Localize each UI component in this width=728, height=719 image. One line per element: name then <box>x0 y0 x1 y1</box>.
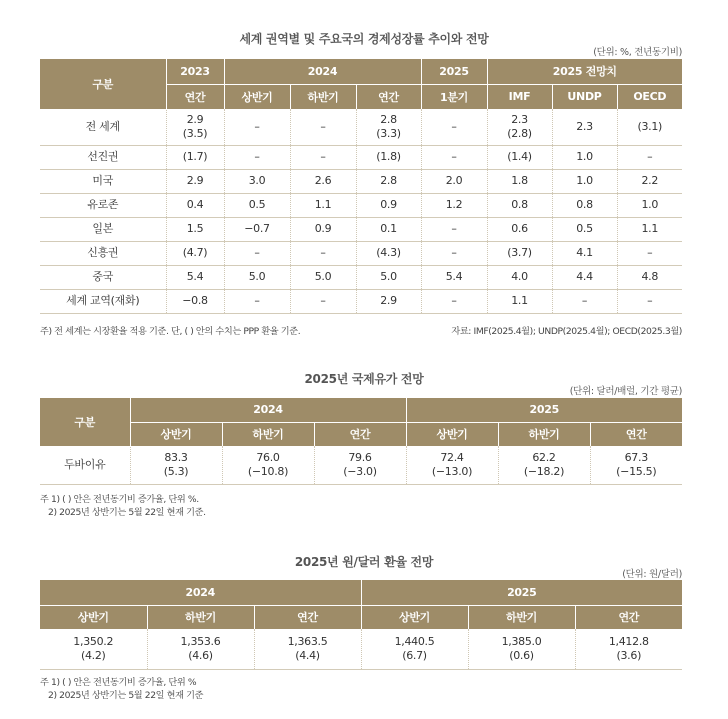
table-cell: 1.0 <box>552 169 617 193</box>
table-cell: 0.4 <box>166 193 224 217</box>
fx-subheader: 연간 <box>575 605 682 629</box>
row-label: 선진권 <box>40 145 166 169</box>
table-row <box>40 217 682 241</box>
table-row <box>40 241 682 265</box>
table-cell: 4.0 <box>487 265 552 289</box>
table-row <box>40 145 682 169</box>
table-cell: 0.9 <box>290 217 356 241</box>
table-cell: 62.2 (−18.2) <box>498 446 590 484</box>
table-cell: (1.4) <box>487 145 552 169</box>
table-cell: (3.1) <box>617 109 682 145</box>
table-cell: 67.3 (−15.5) <box>590 446 682 484</box>
table-cell: 1.5 <box>166 217 224 241</box>
table-cell: – <box>224 109 290 145</box>
table-cell: 2.9 <box>356 289 421 313</box>
table-row <box>40 446 682 484</box>
oil-subheader: 상반기 <box>130 422 222 446</box>
table-cell: 1.0 <box>617 193 682 217</box>
fx-table-unit: (단위: 원/달러) <box>622 569 682 580</box>
oil-table-unit: (단위: 달러/배럴, 기간 평균) <box>569 386 682 397</box>
growth-table-title: 세계 권역별 및 주요국의 경제성장률 추이와 전망 <box>239 32 489 46</box>
growth-table-source: 자료: IMF(2025.4월); UNDP(2025.4월); OECD(2025.3월) <box>451 326 682 337</box>
header-2024: 2024 <box>224 59 421 84</box>
oil-header-2024: 2024 <box>130 398 406 422</box>
table-cell: 1.2 <box>421 193 487 217</box>
table-cell: 0.5 <box>224 193 290 217</box>
table-cell: 0.8 <box>552 193 617 217</box>
table-cell: 1,440.5 (6.7) <box>361 629 468 669</box>
subheader: 연간 <box>166 84 224 109</box>
table-row <box>40 109 682 145</box>
row-label: 세계 교역(재화) <box>40 289 166 313</box>
header-2025: 2025 <box>421 59 487 84</box>
table-cell: 4.1 <box>552 241 617 265</box>
growth-table-note: 주) 전 세계는 시장환율 적용 기준. 단, ( ) 안의 수치는 PPP 환율 기준. <box>40 326 301 337</box>
table-cell: 1,363.5 (4.4) <box>254 629 361 669</box>
table-cell: 1.1 <box>487 289 552 313</box>
table-cell: 5.0 <box>224 265 290 289</box>
table-cell: 1,412.8 (3.6) <box>575 629 682 669</box>
oil-subheader: 연간 <box>314 422 406 446</box>
table-cell: 1,385.0 (0.6) <box>468 629 575 669</box>
subheader: IMF <box>487 84 552 109</box>
table-cell: 76.0 (−10.8) <box>222 446 314 484</box>
fx-table-title: 2025년 원/달러 환율 전망 <box>294 555 434 569</box>
table-cell: (1.7) <box>166 145 224 169</box>
table-cell: 79.6 (−3.0) <box>314 446 406 484</box>
table-cell: – <box>290 145 356 169</box>
table-cell: (3.7) <box>487 241 552 265</box>
table-cell: – <box>224 145 290 169</box>
table-cell: 2.8 <box>356 169 421 193</box>
table-row <box>40 169 682 193</box>
table-cell: −0.8 <box>166 289 224 313</box>
table-cell: 0.1 <box>356 217 421 241</box>
table-cell: 5.4 <box>421 265 487 289</box>
oil-subheader: 상반기 <box>406 422 498 446</box>
table-cell: 2.9 <box>166 169 224 193</box>
fx-subheader: 연간 <box>254 605 361 629</box>
table-cell: 3.0 <box>224 169 290 193</box>
header-category: 구분 <box>40 59 166 109</box>
table-cell: – <box>421 289 487 313</box>
table-cell: – <box>290 109 356 145</box>
table-cell: – <box>224 241 290 265</box>
table-cell: – <box>290 289 356 313</box>
table-cell: – <box>617 289 682 313</box>
table-cell: 1.0 <box>552 145 617 169</box>
fx-header-2025: 2025 <box>361 580 682 605</box>
row-label: 중국 <box>40 265 166 289</box>
table-row <box>40 193 682 217</box>
row-label: 미국 <box>40 169 166 193</box>
table-cell: (4.3) <box>356 241 421 265</box>
table-cell: 0.9 <box>356 193 421 217</box>
table-cell: −0.7 <box>224 217 290 241</box>
row-label: 신흥권 <box>40 241 166 265</box>
table-cell: (4.7) <box>166 241 224 265</box>
table-cell: 2.3 <box>552 109 617 145</box>
table-cell: 0.5 <box>552 217 617 241</box>
oil-table-title: 2025년 국제유가 전망 <box>304 372 424 386</box>
fx-table <box>40 580 682 670</box>
oil-header-category: 구분 <box>40 398 130 446</box>
row-label: 유로존 <box>40 193 166 217</box>
table-cell: 2.0 <box>421 169 487 193</box>
table-row <box>40 629 682 669</box>
oil-subheader: 하반기 <box>222 422 314 446</box>
table-cell: 4.8 <box>617 265 682 289</box>
table-cell: – <box>421 241 487 265</box>
table-cell: 1,353.6 (4.6) <box>147 629 254 669</box>
table-cell: 4.4 <box>552 265 617 289</box>
subheader: 하반기 <box>290 84 356 109</box>
fx-note-2: 2) 2025년 상반기는 5월 22일 현재 기준 <box>48 690 204 701</box>
table-cell: 1.8 <box>487 169 552 193</box>
fx-note-1: 주 1) ( ) 안은 전년동기비 증가율, 단위 % <box>40 677 197 688</box>
subheader: UNDP <box>552 84 617 109</box>
fx-subheader: 하반기 <box>147 605 254 629</box>
oil-note-1: 주 1) ( ) 안은 전년동기비 증가율, 단위 %. <box>40 494 199 505</box>
table-cell: – <box>421 217 487 241</box>
oil-note-2: 2) 2025년 상반기는 5월 22일 현재 기준. <box>48 507 206 518</box>
table-cell: 2.8 (3.3) <box>356 109 421 145</box>
oil-subheader: 하반기 <box>498 422 590 446</box>
oil-subheader: 연간 <box>590 422 682 446</box>
row-label: 전 세계 <box>40 109 166 145</box>
growth-table-unit: (단위: %, 전년동기비) <box>593 47 682 58</box>
row-label: 일본 <box>40 217 166 241</box>
table-cell: 1.1 <box>290 193 356 217</box>
table-cell: (1.8) <box>356 145 421 169</box>
table-cell: 5.0 <box>290 265 356 289</box>
subheader: 연간 <box>356 84 421 109</box>
table-row <box>40 265 682 289</box>
fx-subheader: 상반기 <box>40 605 147 629</box>
table-cell: 0.8 <box>487 193 552 217</box>
oil-table <box>40 398 682 485</box>
table-cell: 0.6 <box>487 217 552 241</box>
fx-header-2024: 2024 <box>40 580 361 605</box>
table-cell: – <box>552 289 617 313</box>
table-cell: – <box>421 145 487 169</box>
header-2023: 2023 <box>166 59 224 84</box>
table-cell: 72.4 (−13.0) <box>406 446 498 484</box>
growth-table <box>40 59 682 314</box>
fx-subheader: 하반기 <box>468 605 575 629</box>
table-cell: 2.6 <box>290 169 356 193</box>
fx-subheader: 상반기 <box>361 605 468 629</box>
row-label: 두바이유 <box>40 446 130 484</box>
table-cell: 5.4 <box>166 265 224 289</box>
table-cell: 2.9 (3.5) <box>166 109 224 145</box>
table-cell: 5.0 <box>356 265 421 289</box>
table-cell: 2.3 (2.8) <box>487 109 552 145</box>
row-label: 1,350.2 (4.2) <box>40 629 147 669</box>
table-cell: 2.2 <box>617 169 682 193</box>
subheader: OECD <box>617 84 682 109</box>
table-cell: – <box>617 145 682 169</box>
table-cell: – <box>290 241 356 265</box>
table-cell: 83.3 (5.3) <box>130 446 222 484</box>
table-cell: – <box>224 289 290 313</box>
subheader: 1분기 <box>421 84 487 109</box>
oil-header-2025: 2025 <box>406 398 682 422</box>
table-cell: 1.1 <box>617 217 682 241</box>
table-cell: – <box>421 109 487 145</box>
table-row <box>40 289 682 313</box>
table-cell: – <box>617 241 682 265</box>
header-forecast: 2025 전망치 <box>487 59 682 84</box>
subheader: 상반기 <box>224 84 290 109</box>
